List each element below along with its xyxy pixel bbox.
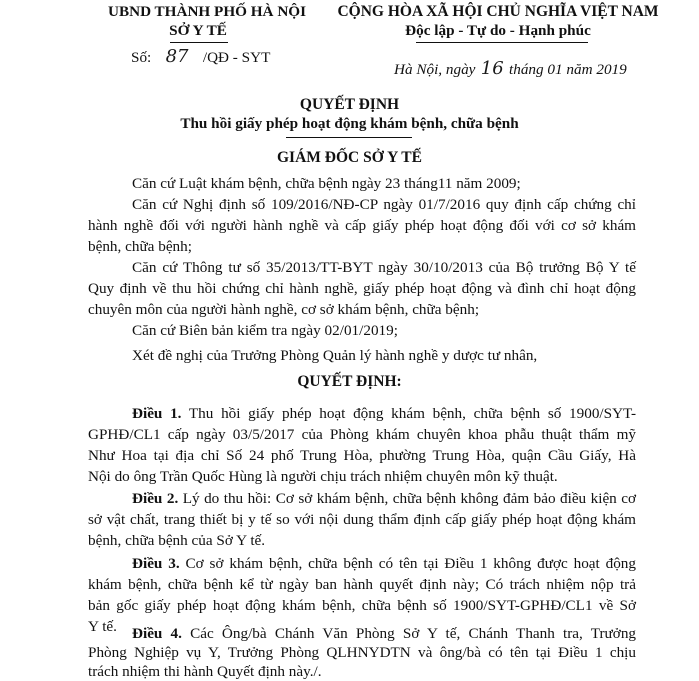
agency-underline [170, 42, 228, 43]
article-4-line2: Phòng Nghiệp vụ Y, Trưởng Phòng QLHNYDTN và ông/bà có tên tại Điều 1 chịu [88, 644, 636, 661]
article-3-line1: Cơ sở khám bệnh, chữa bệnh có tên tại Điều 1 không được hoạt động [185, 555, 636, 572]
motto-underline [416, 42, 588, 43]
article-2 [88, 488, 636, 551]
date-suffix: tháng 01 năm 2019 [509, 61, 627, 78]
doc-number-prefix: Số: [131, 49, 152, 66]
basis-circular-line1: Căn cứ Thông tư số 35/2013/TT-BYT ngày 30/10/2013 của Bộ trưởng Bộ Y tế [132, 259, 636, 276]
basis-decree-line2: hành nghề đối với người hành nghề và cấp giấy phép hoạt động đối với cơ sở khám [88, 217, 636, 234]
article-4 [88, 624, 636, 681]
article-3-line2: khám bệnh, chữa bệnh kể từ ngày ban hành quyết định này; Có trách nhiệm nộp trả [88, 576, 636, 593]
subject-underline [286, 137, 412, 138]
article-3-label: Điều 3. [132, 555, 180, 572]
date-prefix: Hà Nội, ngày [394, 61, 476, 78]
basis-inspection: Căn cứ Biên bản kiểm tra ngày 02/01/2019; [132, 322, 398, 339]
decision-heading: QUYẾT ĐỊNH: [297, 373, 402, 390]
article-1-line1: Thu hồi giấy phép hoạt động khám bệnh, chữa bệnh số 1900/SYT- [188, 405, 636, 422]
national-title: CỘNG HÒA XÃ HỘI CHỦ NGHĨA VIỆT NAM [337, 3, 659, 20]
article-4-line1: Các Ông/bà Chánh Văn Phòng Sở Y tế, Chánh Thanh tra, Trưởng [190, 625, 637, 642]
article-1-line4: Nội do ông Trần Quốc Hùng là người chịu trách nhiệm chuyên môn kỹ thuật. [88, 468, 558, 485]
preamble [88, 173, 636, 366]
document-type: QUYẾT ĐỊNH [299, 96, 400, 113]
doc-number-handwritten: 87 [165, 46, 189, 67]
basis-proposal: Xét đề nghị của Trưởng Phòng Quản lý hành nghề y dược tư nhân, [132, 347, 538, 364]
document-number [131, 46, 270, 67]
doc-number-suffix: /QĐ - SYT [202, 49, 271, 66]
agency-department: SỞ Y TẾ [169, 22, 227, 39]
article-2-label: Điều 2. [132, 490, 179, 507]
article-1-label: Điều 1. [132, 405, 182, 422]
issuing-authority: GIÁM ĐỐC SỞ Y TẾ [277, 149, 422, 166]
document-subject: Thu hồi giấy phép hoạt động khám bệnh, chữa bệnh [180, 115, 519, 132]
article-1-line2: GPHĐ/CL1 cấp ngày 03/5/2017 của Phòng khám chuyên khoa phẫu thuật thẩm mỹ [88, 426, 636, 443]
article-4-line3: trách nhiệm thi hành Quyết định này./. [88, 663, 322, 680]
article-2-line2: sở vật chất, trang thiết bị y tế so với nội dung thẩm định cấp giấy phép hoạt động khám [88, 511, 636, 528]
basis-decree-line3: bệnh, chữa bệnh; [88, 238, 192, 255]
national-motto: Độc lập - Tự do - Hạnh phúc [405, 22, 591, 39]
basis-circular-line2: Quy định về thu hồi chứng chỉ hành nghề, giấy phép hoạt động và đình chỉ hoạt động [88, 280, 636, 297]
article-1-line3: Như Hoa tại địa chỉ Số 24 phố Trung Hòa, phường Trung Hòa, quận Cầu Giấy, Hà [88, 447, 636, 464]
article-1 [88, 403, 636, 487]
basis-law: Căn cứ Luật khám bệnh, chữa bệnh ngày 23 tháng11 năm 2009; [132, 175, 521, 192]
basis-decree-line1: Căn cứ Nghị định số 109/2016/NĐ-CP ngày 01/7/2016 quy định cấp chứng chỉ [132, 196, 636, 213]
basis-circular-line3: chuyên môn của người hành nghề, cơ sở khám bệnh, chữa bệnh; [88, 301, 480, 318]
article-3-line4: Y tế. [88, 618, 117, 635]
article-3-line3: bản gốc giấy phép hoạt động khám bệnh, chữa bệnh số 1900/SYT-GPHĐ/CL1 về Sở [88, 597, 636, 614]
date-day-handwritten: 16 [480, 58, 504, 79]
issue-date [394, 58, 627, 79]
article-2-line1: Lý do thu hồi: Cơ sở khám bệnh, chữa bệnh không đảm bảo điều kiện cơ [182, 490, 637, 507]
article-2-line3: bệnh, chữa bệnh của Sở Y tế. [88, 532, 266, 549]
article-4-label: Điều 4. [132, 625, 182, 642]
agency-name: UBND THÀNH PHỐ HÀ NỘI [108, 3, 307, 20]
